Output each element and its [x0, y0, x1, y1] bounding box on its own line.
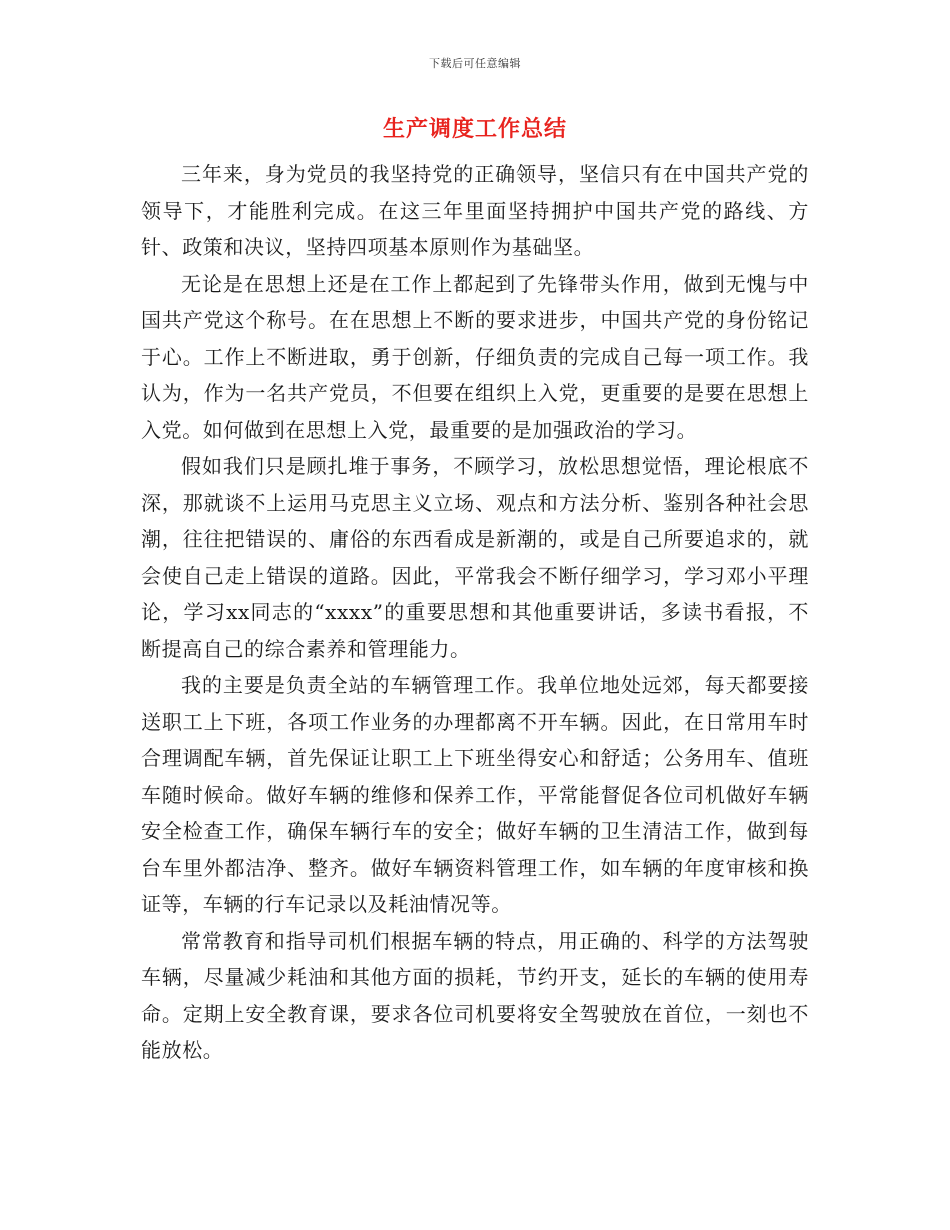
document-body — [141, 156, 809, 1069]
paragraph-1: 三年来，身为党员的我坚持党的正确领导，坚信只有在中国共产党的领导下，才能胜利完成。在这三年里面坚持拥护中国共产党的路线、方针、政策和决议，坚持四项基本原则作为基础坚。 — [141, 162, 809, 259]
paragraph-3: 假如我们只是顾扎堆于事务，不顾学习，放松思想觉悟，理论根底不深，那就谈不上运用马克思主义立场、观点和方法分析、鉴别各种社会思潮，往往把错误的、庸俗的东西看成是新潮的，或是自己所要追求的，就会使自己走上错误的道路。因此，平常我会不断仔细学习，学习邓小平理论，学习xx同志的“xxxx”的重要思想和其他重要讲话，多读书看报，不断提高自己的综合素养和管理能力。 — [141, 454, 809, 661]
paragraph-4: 我的主要是负责全站的车辆管理工作。我单位地处远郊，每天都要接送职工上下班，各项工作业务的办理都离不开车辆。因此，在日常用车时合理调配车辆，首先保证让职工上下班坐得安心和舒适；公务用车、值班车随时候命。做好车辆的维修和保养工作，平常能督促各位司机做好车辆安全检查工作，确保车辆行车的安全；做好车辆的卫生清洁工作，做到每台车里外都洁净、整齐。做好车辆资料管理工作，如车辆的年度审核和换证等，车辆的行车记录以及耗油情况等。 — [141, 673, 809, 916]
paragraph-5: 常常教育和指导司机们根据车辆的特点，用正确的、科学的方法驾驶车辆，尽量减少耗油和其他方面的损耗，节约开支，延长的车辆的使用寿命。定期上安全教育课，要求各位司机要将安全驾驶放在首位，一刻也不能放松。 — [141, 928, 809, 1062]
paragraph-2: 无论是在思想上还是在工作上都起到了先锋带头作用，做到无愧与中国共产党这个称号。在在思想上不断的要求进步，中国共产党的身份铭记于心。工作上不断进取，勇于创新，仔细负责的完成自己每一项工作。我认为，作为一名共产党员，不但要在组织上入党，更重要的是要在思想上入党。如何做到在思想上入党，最重要的是加强政治的学习。 — [141, 271, 809, 442]
document-title: 生产调度工作总结 — [382, 116, 567, 142]
header-note: 下载后可任意编辑 — [429, 57, 521, 70]
